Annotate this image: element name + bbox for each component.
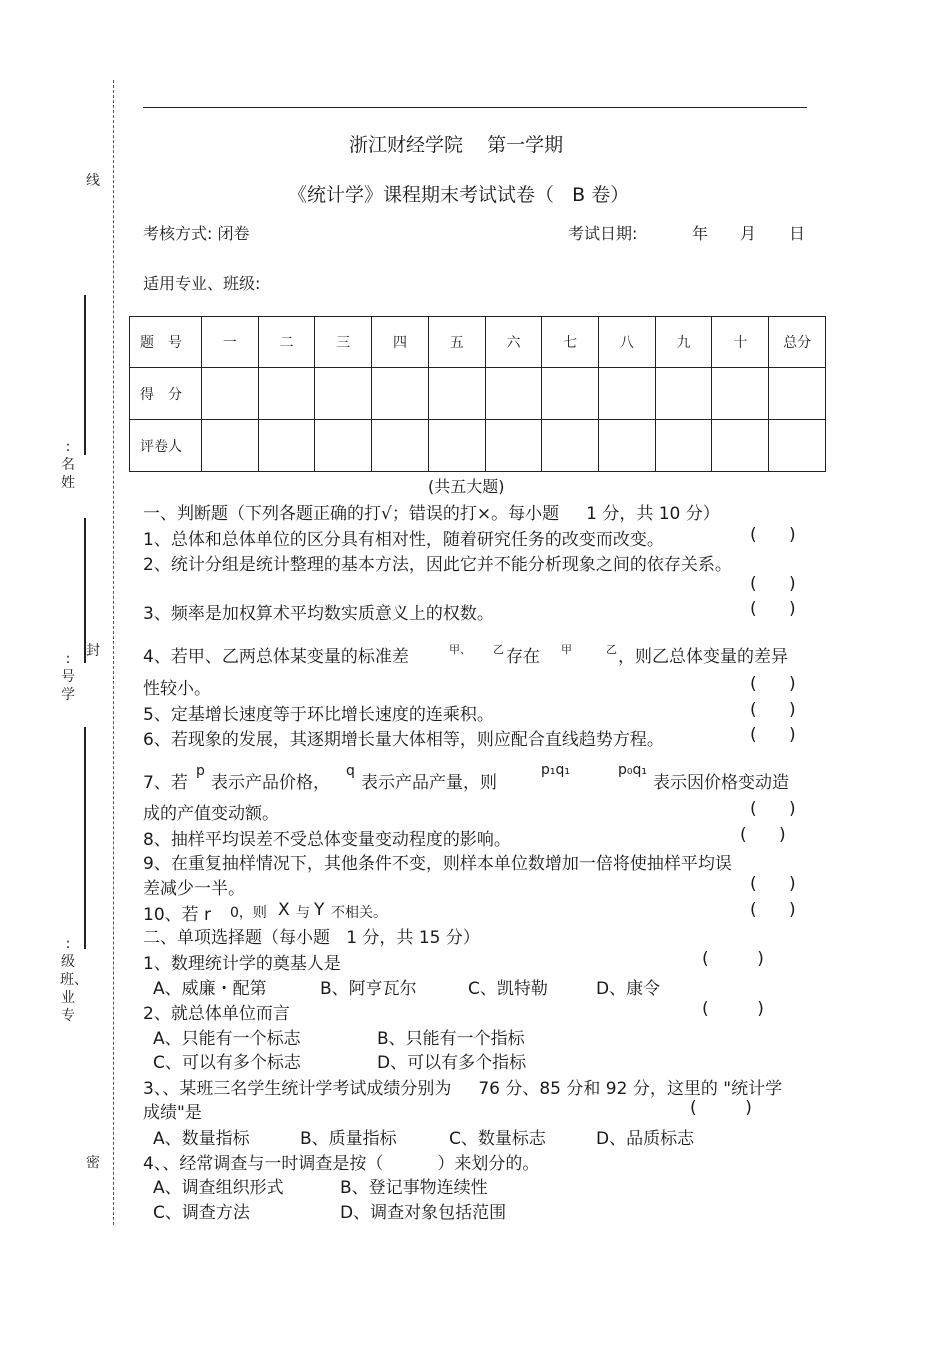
row-label-question: 题 号	[130, 317, 202, 368]
col-1: 一	[202, 317, 259, 368]
col-3: 三	[315, 317, 372, 368]
s1-q4-sigma2: 乙	[493, 643, 504, 656]
col-6: 六	[485, 317, 542, 368]
s1-q7-mid1: 表示产品价格，	[211, 773, 330, 793]
s1-q4-exists: 存在	[506, 647, 540, 667]
s1-q6-answer-bracket[interactable]: ( )	[750, 725, 796, 745]
s1-q5-answer-bracket[interactable]: ( )	[750, 700, 796, 720]
s2-q2-option-d: D、可以有多个指标	[377, 1053, 527, 1073]
score-cell	[542, 368, 599, 420]
grader-cell	[769, 420, 826, 472]
s1-q4-answer-bracket[interactable]: ( )	[750, 674, 796, 694]
s2-q1-option-c: C、凯特勒	[468, 979, 548, 999]
row-label-grader: 评卷人	[130, 420, 202, 472]
col-5: 五	[428, 317, 485, 368]
s1-q7-mid2: 表示产品产量，则	[361, 773, 497, 793]
col-2: 二	[258, 317, 315, 368]
s1-q4-end: ，则乙总体变量的差异	[618, 647, 788, 667]
col-8: 八	[599, 317, 656, 368]
score-cell	[428, 368, 485, 420]
section1-title: 一、判断题（下列各题正确的打√；错误的打×。每小题 1 分，共 10 分）	[143, 504, 720, 524]
s2-q4-option-a: A、调查组织形式	[153, 1178, 284, 1198]
grader-cell	[485, 420, 542, 472]
s1-q8-answer-bracket[interactable]: ( )	[740, 825, 786, 845]
s1-q6: 6、若现象的发展，其逐期增长量大体相等，则应配合直线趋势方程。	[143, 730, 664, 750]
s2-q1-option-a: A、威廉・配第	[153, 979, 267, 999]
s1-q8: 8、抽样平均误差不受总体变量变动程度的影响。	[143, 830, 511, 850]
s2-q2-option-b: B、只能有一个指标	[377, 1029, 525, 1049]
s1-q10-pre: 10、若 r	[143, 905, 212, 925]
section2-title: 二、单项选择题（每小题 1 分，共 15 分）	[143, 928, 480, 948]
margin-secret-word: 密	[86, 1155, 100, 1171]
score-cell	[712, 368, 769, 420]
exam-date-label: 考试日期:	[568, 224, 638, 243]
score-cell	[258, 368, 315, 420]
score-row	[130, 368, 826, 420]
s1-q7-end: 表示因价格变动造	[653, 773, 789, 793]
s2-q1-option-b: B、阿亨瓦尔	[320, 979, 417, 999]
major-class-label: 适用专业、班级:	[143, 274, 261, 293]
margin-line-word: 线	[86, 173, 100, 189]
s1-q7-q: q	[346, 763, 355, 779]
margin-seal-word: 封	[86, 643, 100, 659]
s2-q3-option-a: A、数量指标	[153, 1129, 250, 1149]
s1-q7-formula-denominator: p₀q₁	[618, 762, 647, 778]
score-cell	[599, 368, 656, 420]
score-cell	[485, 368, 542, 420]
col-9: 九	[655, 317, 712, 368]
grader-cell	[372, 420, 429, 472]
grader-cell	[542, 420, 599, 472]
s1-q2: 2、统计分组是统计整理的基本方法，因此它并不能分析现象之间的依存关系。	[143, 555, 732, 575]
s1-q9-line1: 9、在重复抽样情况下，其他条件不变，则样本单位数增加一倍将使抽样平均误	[143, 854, 732, 874]
col-7: 七	[542, 317, 599, 368]
exam-date-year: 年	[692, 224, 709, 243]
margin-name-label: :名姓	[61, 439, 75, 491]
grader-cell	[202, 420, 259, 472]
s1-q1-answer-bracket[interactable]: ( )	[750, 525, 796, 545]
margin-id-label: :号学	[61, 651, 75, 703]
s2-q2-option-c: C、可以有多个标志	[153, 1053, 301, 1073]
s2-q3-option-d: D、品质标志	[596, 1129, 695, 1149]
s1-q10-x: X	[278, 900, 290, 920]
s2-q3-option-c: C、数量标志	[449, 1129, 546, 1149]
s1-q4-line2: 性较小。	[143, 679, 211, 699]
s1-q7-p: p	[196, 763, 205, 779]
total-sections-note: (共五大题)	[428, 477, 505, 496]
binding-dashed-line	[113, 80, 114, 1225]
grader-cell	[655, 420, 712, 472]
s2-q4: 4、、经常调查与一时调查是按（ ）来划分的。	[143, 1154, 540, 1174]
s1-q9-line2: 差减少一半。	[143, 879, 245, 899]
s2-q2: 2、就总体单位而言	[143, 1004, 290, 1024]
s2-q1-answer-bracket[interactable]: ( )	[702, 949, 764, 969]
score-cell	[202, 368, 259, 420]
s2-q3-line2: 成绩"是	[143, 1103, 202, 1123]
s2-q2-option-a: A、只能有一个标志	[153, 1029, 301, 1049]
s1-q10-answer-bracket[interactable]: ( )	[750, 900, 796, 920]
exam-mode: 考核方式: 闭卷	[143, 224, 250, 243]
s1-q3: 3、频率是加权算术平均数实质意义上的权数。	[143, 604, 494, 624]
grader-cell	[315, 420, 372, 472]
grader-row	[130, 420, 826, 472]
s1-q7-formula-numerator: p₁q₁	[541, 762, 570, 778]
exam-date-day: 日	[789, 224, 806, 243]
s1-q10-y: Y	[314, 900, 325, 920]
s2-q2-answer-bracket[interactable]: ( )	[702, 999, 764, 1019]
grader-cell	[712, 420, 769, 472]
s2-q3-option-b: B、质量指标	[300, 1129, 397, 1149]
col-10: 十	[712, 317, 769, 368]
col-total: 总分	[769, 317, 826, 368]
s1-q10-zero: 0，则	[230, 905, 267, 921]
exam-title: 《统计学》课程期末考试试卷（ B 卷）	[288, 184, 630, 206]
row-label-score: 得 分	[130, 368, 202, 420]
col-4: 四	[372, 317, 429, 368]
s1-q7-line2: 成的产值变动额。	[143, 804, 279, 824]
class-field-line	[84, 727, 86, 949]
grader-cell	[258, 420, 315, 472]
s1-q7-pre: 7、若	[143, 773, 188, 793]
s1-q10-and: 与	[296, 905, 310, 921]
s1-q9-answer-bracket[interactable]: ( )	[750, 874, 796, 894]
s2-q4-option-c: C、调查方法	[153, 1203, 250, 1223]
score-cell	[372, 368, 429, 420]
s1-q4-sigma4: 乙	[606, 643, 617, 656]
score-table	[129, 316, 826, 472]
name-field-line	[84, 295, 86, 455]
s2-q4-option-d: D、调查对象包括范围	[340, 1203, 507, 1223]
s1-q7-answer-bracket[interactable]: ( )	[750, 799, 796, 819]
s2-q1: 1、数理统计学的奠基人是	[143, 954, 341, 974]
exam-date-month: 月	[740, 224, 757, 243]
s1-q4-sigma3: 甲	[561, 643, 572, 656]
s1-q4-sigma1: 甲、	[449, 643, 471, 656]
grader-cell	[428, 420, 485, 472]
score-cell	[655, 368, 712, 420]
s2-q3-answer-bracket[interactable]: ( )	[690, 1098, 752, 1118]
s2-q3-line1: 3、、某班三名学生统计学考试成绩分别为 76 分、85 分和 92 分，这里的 "统计学	[143, 1079, 783, 1099]
s2-q4-option-b: B、登记事物连续性	[340, 1178, 488, 1198]
header-rule	[143, 107, 807, 108]
s1-q3-answer-bracket[interactable]: ( )	[750, 599, 796, 619]
margin-class-label: :级班、业专	[60, 936, 88, 1024]
s1-q4-line1: 4、若甲、乙两总体某变量的标准差	[143, 647, 409, 667]
school-term-title: 浙江财经学院 第一学期	[349, 134, 564, 156]
s1-q2-answer-bracket[interactable]: ( )	[750, 574, 796, 594]
score-table-header-row	[130, 317, 826, 368]
s1-q1: 1、总体和总体单位的区分具有相对性，随着研究任务的改变而改变。	[143, 530, 664, 550]
score-cell	[315, 368, 372, 420]
score-cell	[769, 368, 826, 420]
s2-q1-option-d: D、康令	[596, 979, 661, 999]
grader-cell	[599, 420, 656, 472]
s1-q5: 5、定基增长速度等于环比增长速度的连乘积。	[143, 705, 494, 725]
s1-q10-end: 不相关。	[331, 905, 387, 921]
